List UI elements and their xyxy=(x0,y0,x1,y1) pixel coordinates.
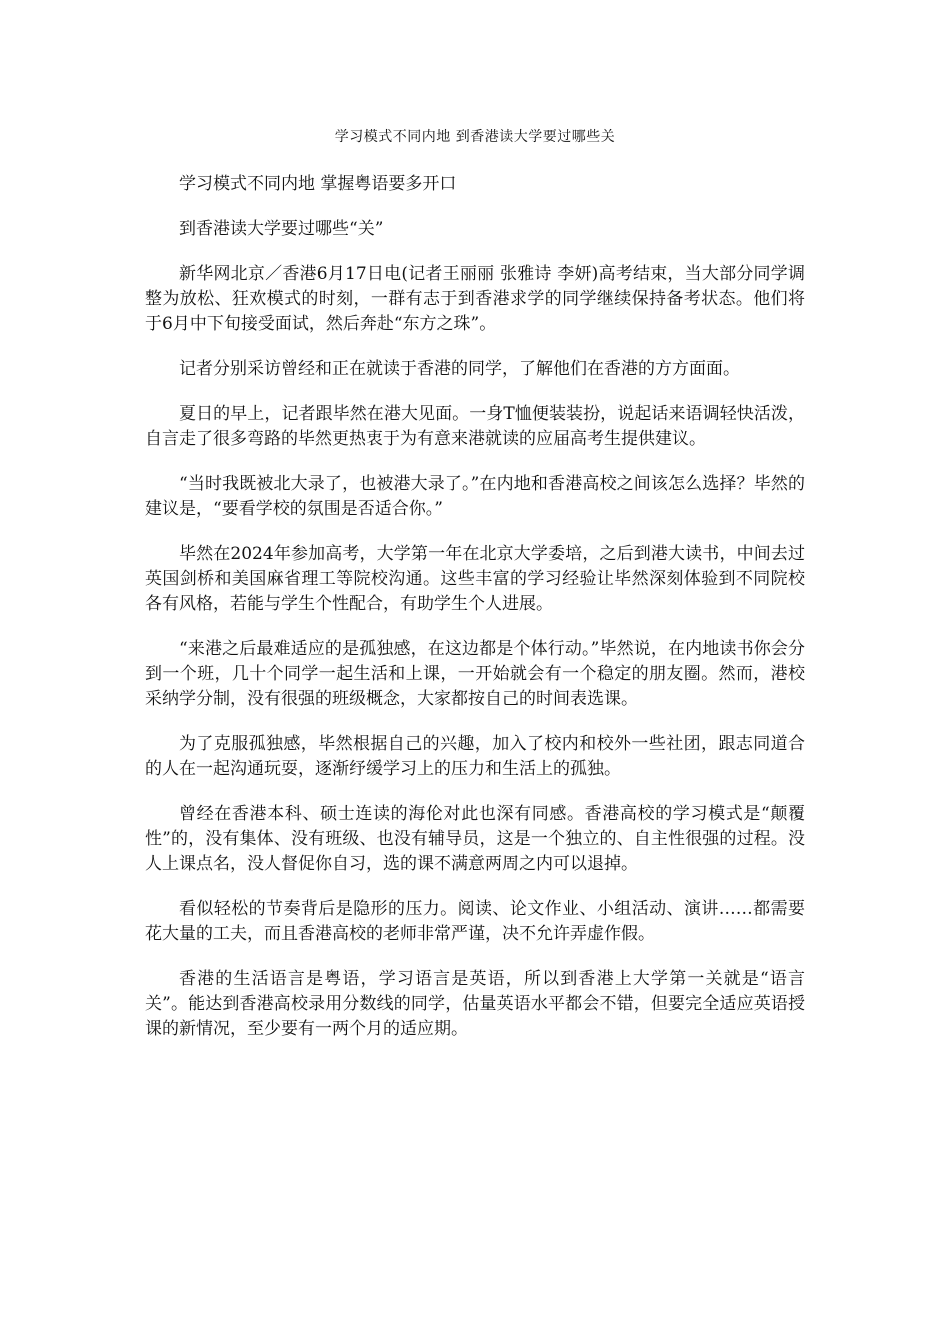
paragraph: “来港之后最难适应的是孤独感，在这边都是个体行动。”毕然说，在内地读书你会分到一个班，几十个同学一起生活和上课，一开始就会有一个稳定的朋友圈。然而，港校采纳学分制，没有很强的班级概念，大家都按自己的时间表选课。 xyxy=(145,639,805,709)
subheading: 到香港读大学要过哪些“关” xyxy=(179,219,384,239)
paragraph: “当时我既被北大录了，也被港大录了。”在内地和香港高校之间该怎么选择？毕然的建议是，“要看学校的氛围是否适合你。” xyxy=(145,474,805,519)
paragraph: 新华网北京／香港6月17日电(记者王丽丽 张雅诗 李妍)高考结束，当大部分同学调整为放松、狂欢模式的时刻，一群有志于到香港求学的同学继续保持备考状态。他们将于6月中下旬接受面试，然后奔赴“东方之珠”。 xyxy=(145,264,805,334)
paragraph: 香港的生活语言是粤语，学习语言是英语，所以到香港上大学第一关就是“语言关”。能达到香港高校录用分数线的同学，估量英语水平都会不错，但要完全适应英语授课的新情况，至少要有一两个月的适应期。 xyxy=(145,969,805,1039)
subheading: 学习模式不同内地 掌握粤语要多开口 xyxy=(179,174,457,194)
paragraph: 为了克服孤独感，毕然根据自己的兴趣，加入了校内和校外一些社团，跟志同道合的人在一起沟通玩耍，逐渐纾缓学习上的压力和生活上的孤独。 xyxy=(145,734,805,779)
paragraph: 看似轻松的节奏背后是隐形的压力。阅读、论文作业、小组活动、演讲……都需要花大量的工夫，而且香港高校的老师非常严谨，决不允许弄虚作假。 xyxy=(145,899,805,944)
paragraph: 记者分别采访曾经和正在就读于香港的同学，了解他们在香港的方方面面。 xyxy=(179,359,740,379)
document-title: 学习模式不同内地 到香港读大学要过哪些关 xyxy=(334,129,616,145)
article-body xyxy=(145,172,805,1062)
paragraph: 夏日的早上，记者跟毕然在港大见面。一身T恤便装装扮，说起话来语调轻快活泼，自言走了很多弯路的毕然更热衷于为有意来港就读的应届高考生提供建议。 xyxy=(145,404,805,449)
paragraph: 曾经在香港本科、硕士连读的海伦对此也深有同感。香港高校的学习模式是“颠覆性”的，没有集体、没有班级、也没有辅导员，这是一个独立的、自主性很强的过程。没人上课点名，没人督促你自习，选的课不满意两周之内可以退掉。 xyxy=(145,804,805,874)
paragraph: 毕然在2024年参加高考，大学第一年在北京大学委培，之后到港大读书，中间去过英国剑桥和美国麻省理工等院校沟通。这些丰富的学习经验让毕然深刻体验到不同院校各有风格，若能与学生个性配合，有助学生个人进展。 xyxy=(145,544,805,614)
